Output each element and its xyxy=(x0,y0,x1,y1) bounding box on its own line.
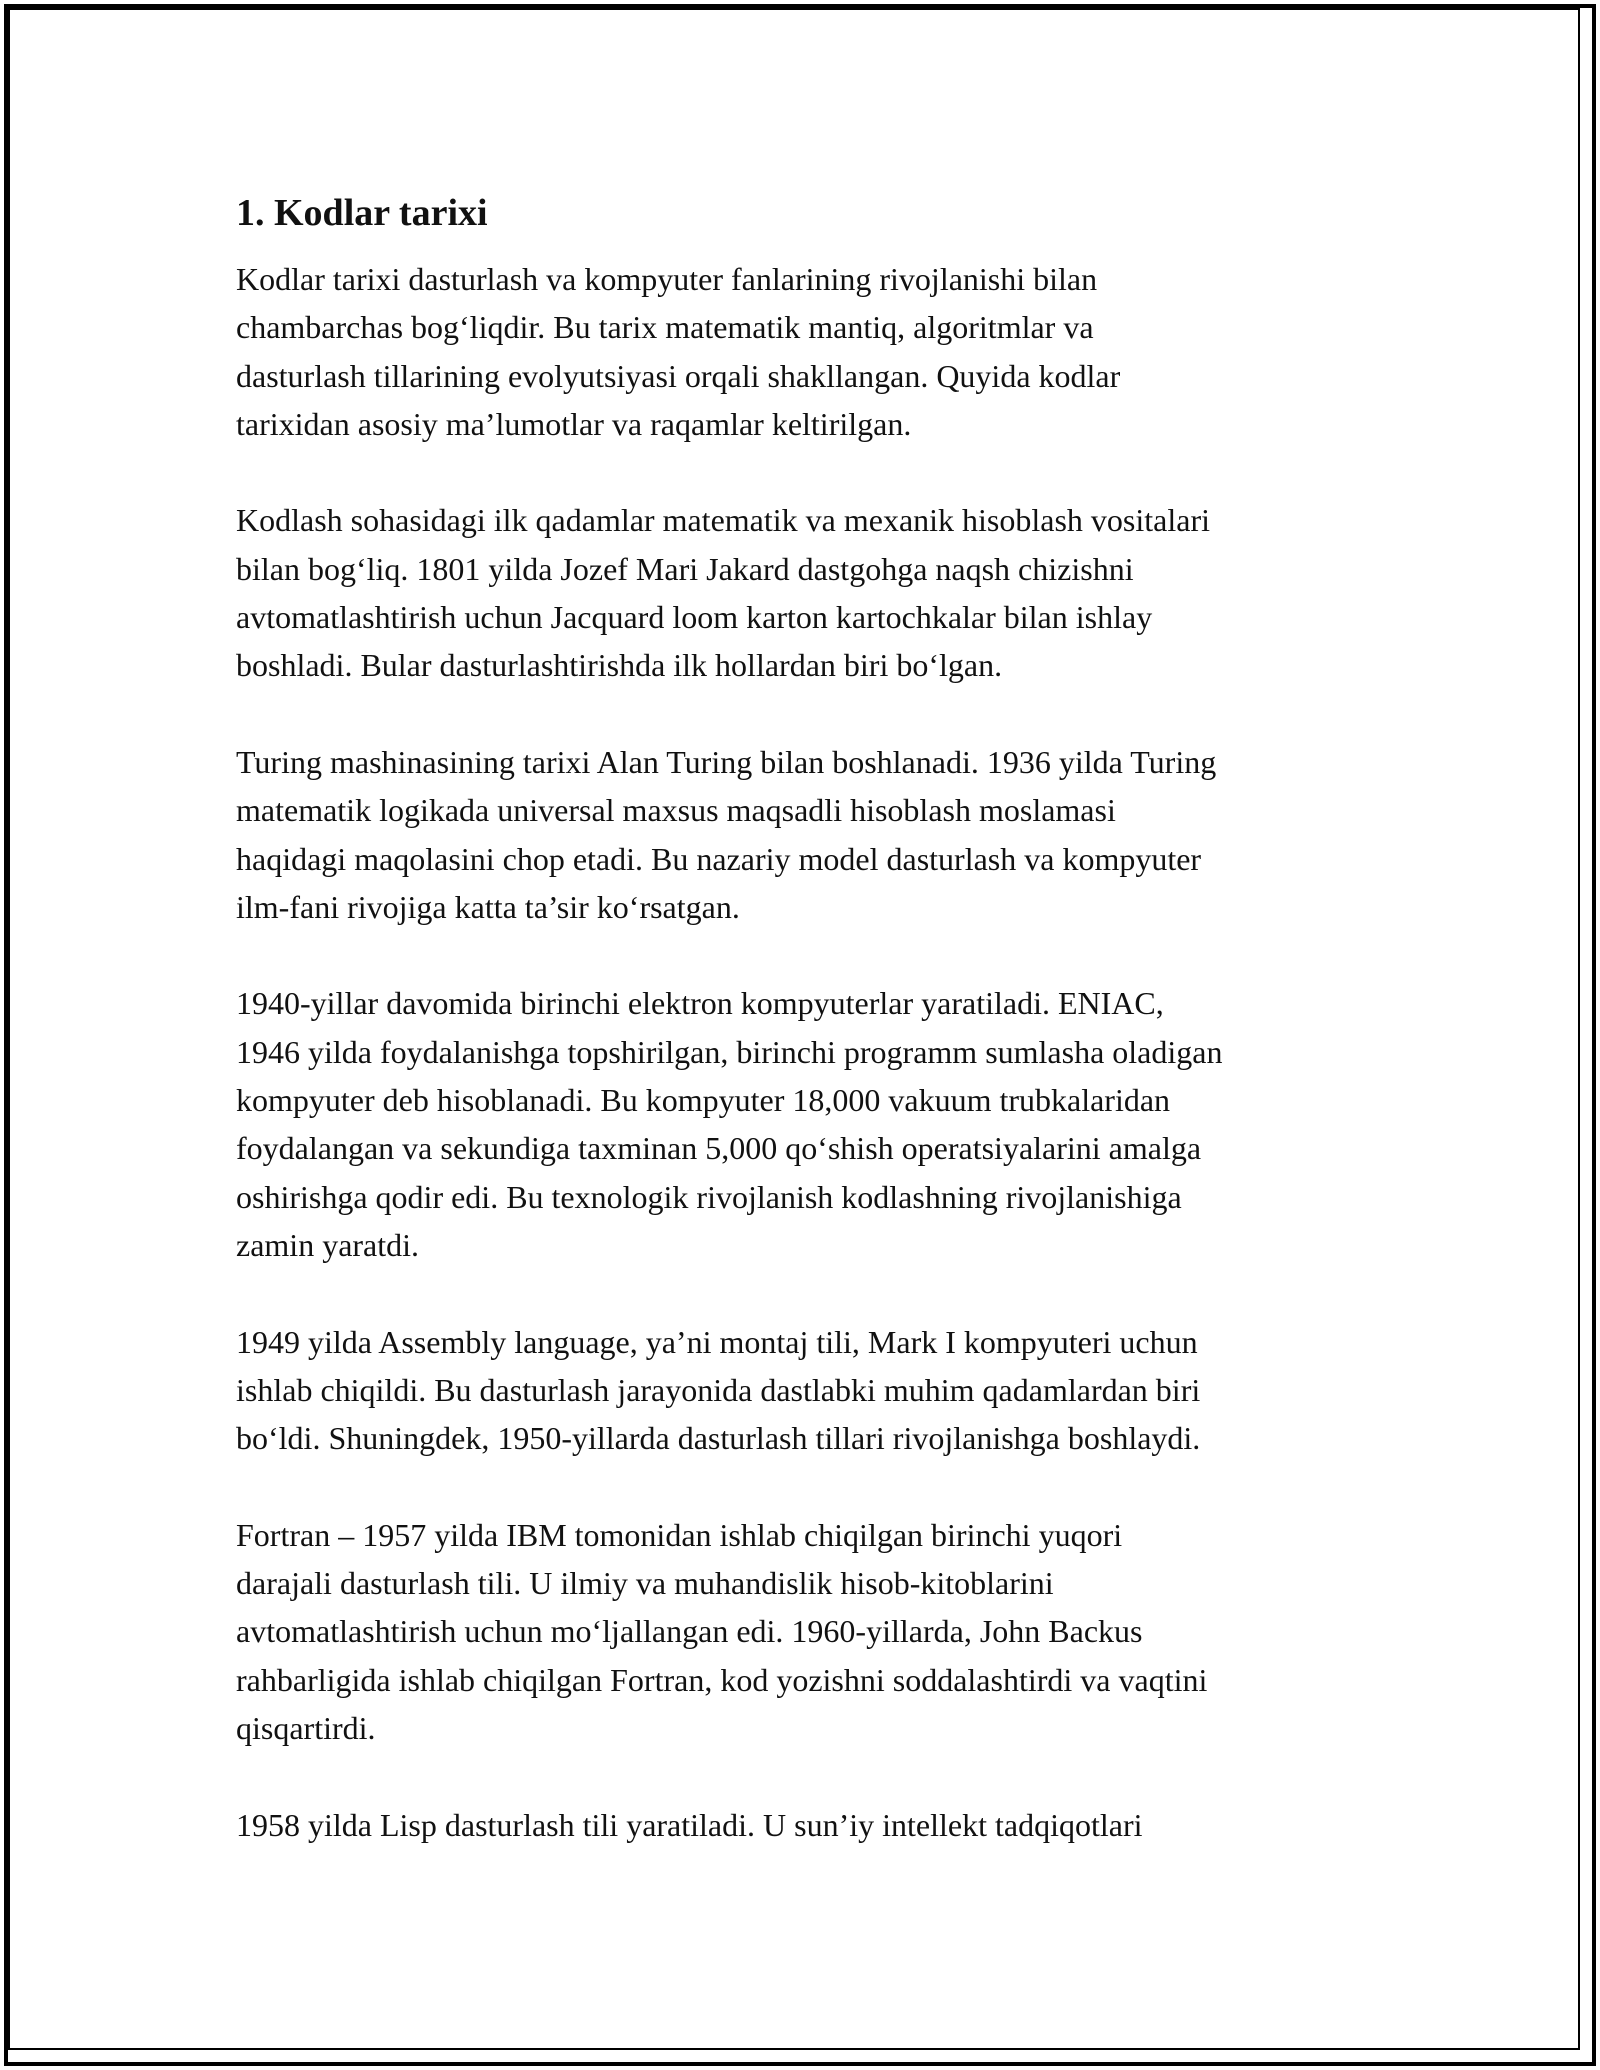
paragraph-lisp: 1958 yilda Lisp dasturlash tili yaratiladi. U sun’iy intellekt tadqiqotlari xyxy=(236,1806,1143,1843)
paragraph-jacquard: Kodlash sohasidagi ilk qadamlar matematik va mexanik hisoblash vositalari bilan bog‘liq. 1801 yilda Jozef Mari Jakard dastgohga naqsh chizishni avtomatlashtirish uchun Jacquard loom karton kartochkalar bilan ishlay boshladi. Bular dasturlashtirishda ilk hollardan biri bo‘lgan. xyxy=(236,502,1210,684)
document-body xyxy=(236,183,1386,1897)
section-heading: 1. Kodlar tarixi xyxy=(236,192,488,234)
paragraph-intro: Kodlar tarixi dasturlash va kompyuter fanlarining rivojlanishi bilan chambarchas bog‘liqdir. Bu tarix matematik mantiq, algoritmlar va dasturlash tillarining evolyutsiyasi orqali shakllangan. Quyida kodlar tarixidan asosiy ma’lumotlar va raqamlar keltirilgan. xyxy=(236,261,1121,442)
paragraph-turing: Turing mashinasining tarixi Alan Turing bilan boshlanadi. 1936 yilda Turing matematik logikada universal maxsus maqsadli hisoblash moslamasi haqidagi maqolasini chop etadi. Bu nazariy model dasturlash va kompyuter ilm-fani rivojiga katta ta’sir ko‘rsatgan. xyxy=(236,743,1217,925)
paragraph-fortran: Fortran – 1957 yilda IBM tomonidan ishlab chiqilgan birinchi yuqori darajali dasturlash tili. U ilmiy va muhandislik hisob-kitoblarini avtomatlashtirish uchun mo‘ljallangan edi. 1960-yillarda, John Backus rahbarligida ishlab chiqilgan Fortran, kod yozishni soddalashtirdi va vaqtini qisqartirdi. xyxy=(236,1516,1208,1746)
paragraph-assembly: 1949 yilda Assembly language, ya’ni montaj tili, Mark I kompyuteri uchun ishlab chiqildi. Bu dasturlash jarayonida dastlabki muhim qadamlardan biri bo‘ldi. Shuningdek, 1950-yillarda dasturlash tillari rivojlanishga boshlaydi. xyxy=(236,1323,1201,1457)
paragraph-eniac: 1940-yillar davomida birinchi elektron kompyuterlar yaratiladi. ENIAC, 1946 yilda foydalanishga topshirilgan, birinchi programm sumlasha oladigan kompyuter deb hisoblanadi. Bu kompyuter 18,000 vakuum trubkalaridan foydalangan va sekundiga taxminan 5,000 qo‘shish operatsiyalarini amalga oshirishga qodir edi. Bu texnologik rivojlanish kodlashning rivojlanishiga zamin yaratdi. xyxy=(236,985,1223,1263)
